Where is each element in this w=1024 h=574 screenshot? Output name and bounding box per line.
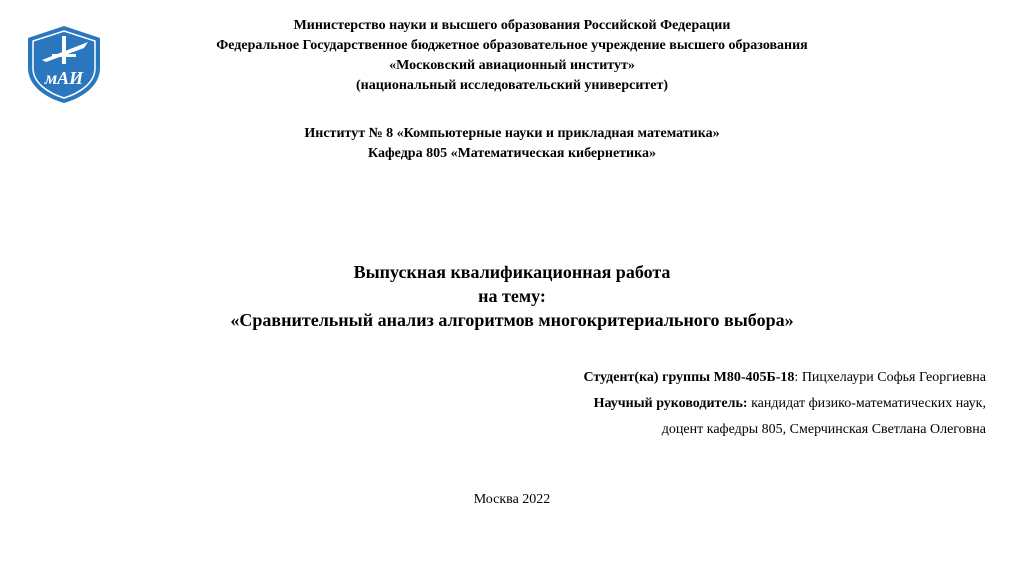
ministry-line: Министерство науки и высшего образования Российской Федерации: [293, 18, 731, 33]
city-year: Москва 2022: [473, 492, 551, 507]
supervisor-degree: кандидат физико-математических наук,: [747, 396, 986, 411]
thesis-title-block: [60, 260, 964, 332]
thesis-type: Выпускная квалификационная работа: [353, 262, 671, 282]
thesis-topic-prefix: на тему:: [478, 286, 546, 306]
thesis-topic: «Сравнительный анализ алгоритмов многокритериального выбора»: [230, 310, 794, 330]
logo-text: мАИ: [44, 68, 84, 88]
department-name: Кафедра 805 «Математическая кибернетика»: [368, 146, 656, 161]
mai-logo-icon: [22, 24, 106, 104]
ministry-header: [140, 16, 884, 96]
institute-block: [140, 124, 884, 164]
authors-block: [583, 365, 986, 443]
supervisor-line: [583, 391, 986, 417]
student-name: Пицхелаури Софья Георгиевна: [798, 370, 986, 385]
supervisor-position: доцент кафедры 805, Смерчинская Светлана Олеговна: [661, 422, 986, 437]
supervisor-label: Научный руководитель:: [593, 396, 748, 411]
student-label: Студент(ка) группы М80-405Б-18: [583, 370, 795, 385]
institution-type-line: Федеральное Государственное бюджетное образовательное учреждение высшего образования: [216, 38, 808, 53]
student-line: [583, 365, 986, 391]
student-separator: :: [794, 370, 799, 385]
institute-name: Институт № 8 «Компьютерные науки и прикладная математика»: [304, 126, 720, 141]
university-name: «Московский авиационный институт»: [389, 58, 635, 73]
university-status: (национальный исследовательский университет): [355, 78, 669, 93]
